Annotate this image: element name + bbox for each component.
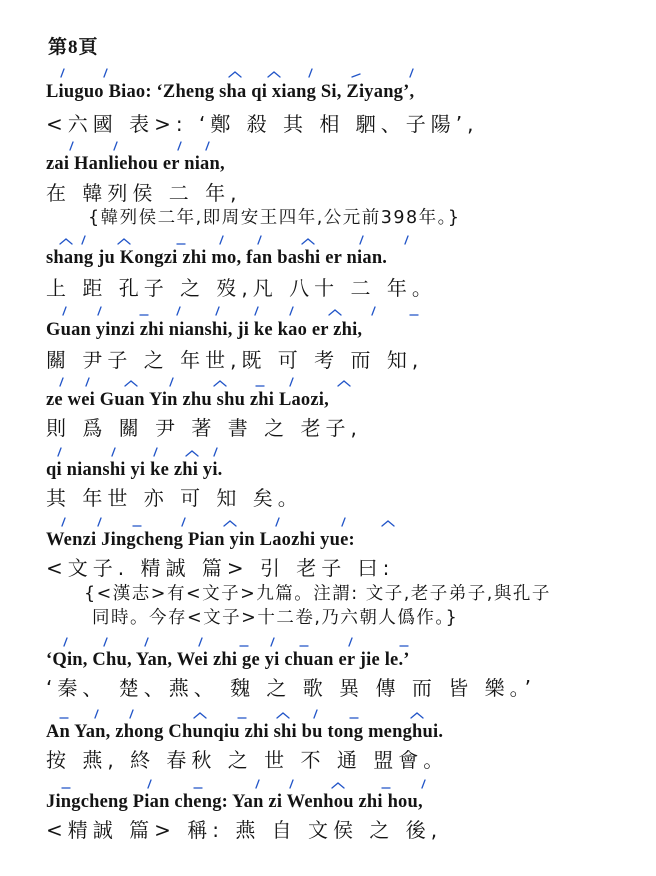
hanzi-line: <精誠 篇> 稱: 燕 自 文侯 之 後, (46, 818, 443, 842)
pinyin-line: Guan yinzi zhi nianshi, ji ke kao er zhi, (46, 320, 363, 340)
hanzi-line: 其 年世 亦 可 知 矣。 (46, 486, 303, 510)
annotation-note: {韓列侯二年,即周安王四年,公元前398年。} (88, 208, 461, 228)
hanzi-line: 在 韓列侯 二 年, (46, 181, 242, 205)
pinyin-line: zai Hanliehou er nian, (46, 154, 225, 174)
pinyin-line: Liuguo Biao: ‘Zheng sha qi xiang Si, Ziyang’, (46, 82, 415, 102)
pinyin-line: qi nianshi yi ke zhi yi. (46, 460, 223, 480)
pinyin-line: Jingcheng Pian cheng: Yan zi Wenhou zhi hou, (46, 792, 423, 812)
pinyin-line: ‘Qin, Chu, Yan, Wei zhi ge yi chuan er jie le.’ (46, 650, 410, 670)
annotation-note: 同時。今存<文子>十二卷,乃六朝人僞作。} (92, 608, 459, 628)
hanzi-line: 上 距 孔子 之 歿,凡 八十 二 年。 (46, 276, 437, 300)
hanzi-line: 按 燕, 終 春秋 之 世 不 通 盟會。 (46, 748, 449, 772)
hanzi-line: <六國 表>: ‘鄭 殺 其 相 駟、子陽’, (46, 112, 479, 136)
annotation-note: {<漢志>有<文子>九篇。注謂: 文子,老子弟子,與孔子 (84, 584, 551, 604)
page-number: 第8頁 (48, 37, 99, 58)
hanzi-line: ‘秦、 楚、燕、 魏 之 歌 異 傳 而 皆 樂。’ (46, 676, 536, 700)
pinyin-line: Wenzi Jingcheng Pian yin Laozhi yue: (46, 530, 355, 550)
hanzi-line: <文子. 精誠 篇> 引 老子 曰: (46, 556, 395, 580)
pinyin-line: An Yan, zhong Chunqiu zhi shi bu tong menghui. (46, 722, 444, 742)
pinyin-line: ze wei Guan Yin zhu shu zhi Laozi, (46, 390, 329, 410)
pinyin-line: shang ju Kongzi zhi mo, fan bashi er nian. (46, 248, 388, 268)
hanzi-line: 關 尹子 之 年世,既 可 考 而 知, (46, 348, 424, 372)
hanzi-line: 則 爲 關 尹 著 書 之 老子, (46, 416, 362, 440)
